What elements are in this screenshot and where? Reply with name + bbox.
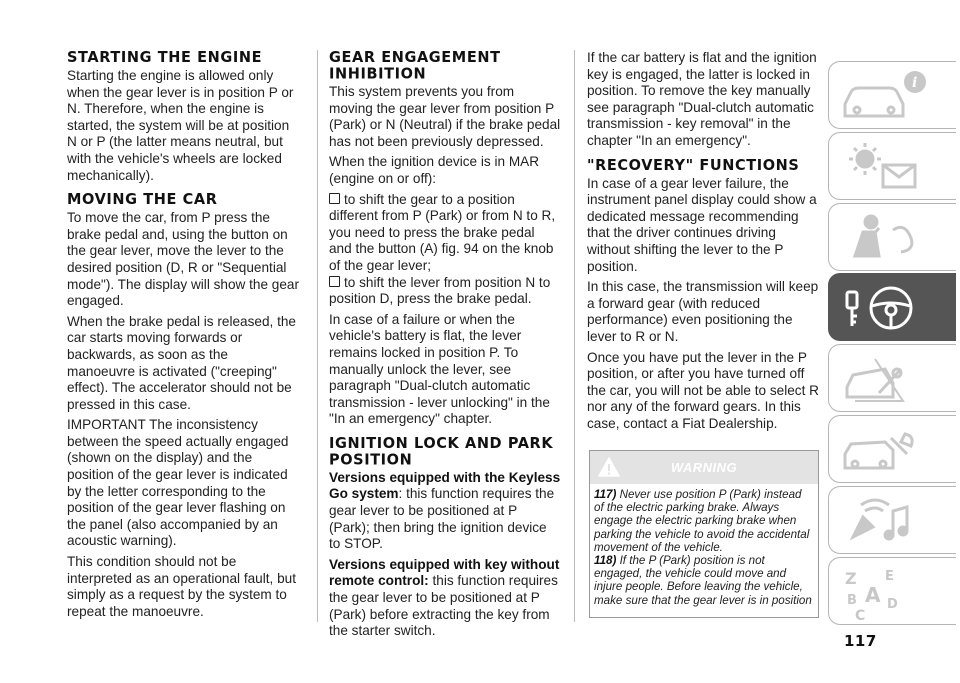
car-info-icon: [835, 66, 945, 126]
paragraph: Versions equipped with key without remote control: this function requires the gear lever to be positioned at P (Park) before extracting the key from the starter switch.: [329, 556, 560, 639]
column-2: [329, 50, 561, 644]
warning-body: [590, 484, 818, 607]
multimedia-icon: [835, 491, 945, 551]
paragraph: Starting the engine is allowed only when the gear lever is in position P or N. Therefore, when the engine is started, the system will be at position N or P (the latter means neutral, but with the vehicle's wheels are locked mechanically).: [67, 68, 294, 183]
starting-driving-icon: [835, 278, 945, 338]
paragraph: This condition should not be interpreted as an operational fault, but simply as a request by the system to repeat the manoeuvre.: [67, 554, 296, 619]
heading-starting-engine: STARTING THE ENGINE: [67, 49, 263, 67]
tab-emergency[interactable]: [828, 344, 956, 412]
tab-dashboard-lights[interactable]: [828, 132, 956, 200]
svg-text:D: D: [887, 596, 898, 612]
checkbox-bullet-icon: [329, 193, 340, 204]
paragraph: Once you have put the lever in the P position, or after you have turned off the car, you will not be able to select R nor any of the forward gears. In this case, contact a Fiat Dealership.: [587, 349, 819, 431]
paragraph: Versions equipped with the Keyless Go system: this function requires the gear lever to be positioned at P (Park); then bring the ignition device to STOP.: [329, 469, 561, 552]
svg-text:C: C: [855, 607, 866, 622]
warning-item: 118) If the P (Park) position is not engaged, the vehicle could move and injure people. Before leaving the vehicle, make sure that the gear lever is in position: [594, 554, 812, 607]
tab-starting-driving[interactable]: [828, 273, 956, 341]
heading-moving-car: MOVING THE CAR: [67, 191, 218, 209]
column-3: [587, 50, 819, 436]
index-icon: [835, 562, 945, 622]
safety-airbag-icon: [835, 208, 945, 268]
warning-item: 117) Never use position P (Park) instead of the electric parking brake. Always engage the electric parking brake when parking the vehicle to avoid the accidental movement of the vehicle.: [594, 488, 810, 554]
chapter-tabs: [828, 61, 956, 627]
page-number: 117: [844, 632, 877, 650]
svg-text:B: B: [847, 592, 857, 608]
column-divider: [574, 50, 575, 622]
column-1: [67, 50, 299, 624]
paragraph: When the brake pedal is released, the car starts moving forwards or backwards, as soon as the manoeuvre is activated ("creeping" effect). The accelerator should not be pressed in this case.: [67, 313, 296, 412]
tab-safety[interactable]: [828, 203, 956, 271]
heading-recovery: "RECOVERY" FUNCTIONS: [587, 157, 800, 174]
bullet-item: to shift the gear to a position different from P (Park) or from N to R, you need to press the brake pedal and the button (A) fig. 94 on the knob of the gear lever;: [329, 191, 556, 273]
tab-multimedia[interactable]: [828, 486, 956, 554]
paragraph: This system prevents you from moving the gear lever from position P (Park) or N (Neutral) if the brake pedal has not been previously depressed.: [329, 84, 561, 149]
paragraph: To move the car, from P press the brake pedal and, using the button on the gear lever, move the lever to the desired position (D, R or "Sequential mode"). The display will show the gear engaged.: [67, 210, 300, 309]
warning-title: WARNING: [670, 460, 738, 475]
warning-box: [589, 450, 819, 618]
column-divider: [317, 50, 318, 622]
paragraph: If the car battery is flat and the ignition key is engaged, the latter is locked in position. To remove the key manually see paragraph "Dual-clutch automatic transmission - key removal" in the chapter "In an emergency".: [587, 50, 817, 148]
svg-text:Z: Z: [845, 568, 857, 588]
paragraph: In case of a failure or when the vehicle's battery is flat, the lever remains locked in position P. To manually unlock the lever, see paragraph "Dual-clutch automatic transmission - lever unlocking" in the "In an emergency" chapter.: [329, 311, 550, 427]
svg-text:E: E: [885, 568, 894, 584]
warning-header: [590, 451, 818, 484]
tab-car-info[interactable]: [828, 61, 956, 129]
dashboard-lights-icon: [835, 137, 945, 197]
heading-gear-engagement: GEAR ENGAGEMENT INHIBITION: [329, 49, 501, 83]
svg-text:i: i: [912, 75, 918, 91]
paragraph: In case of a gear lever failure, the instrument panel display could show a dedicated message recommending that the driver continues driving without shifting the lever to the P position.: [587, 175, 817, 274]
heading-ignition-lock: IGNITION LOCK AND PARK POSITION: [329, 435, 554, 469]
maintenance-icon: [835, 420, 945, 480]
tab-index[interactable]: [828, 557, 956, 625]
paragraph: IMPORTANT The inconsistency between the speed actually engaged (shown on the display) and the position of the gear lever is indicated by the letter corresponding to the position of the gear lever flashing on the panel (also accompanied by an acoustic warning).: [67, 417, 289, 549]
paragraph: When the ignition device is in MAR (engine on or off):: [329, 154, 540, 186]
emergency-icon: [835, 349, 945, 409]
svg-text:A: A: [865, 582, 881, 607]
checkbox-bullet-icon: [329, 276, 340, 287]
paragraph: In this case, the transmission will keep a forward gear (with reduced performance) even positioning the lever to R or N.: [587, 279, 819, 344]
bullet-item: to shift the lever from position N to position D, press the brake pedal.: [329, 274, 551, 307]
tab-maintenance[interactable]: [828, 415, 956, 483]
